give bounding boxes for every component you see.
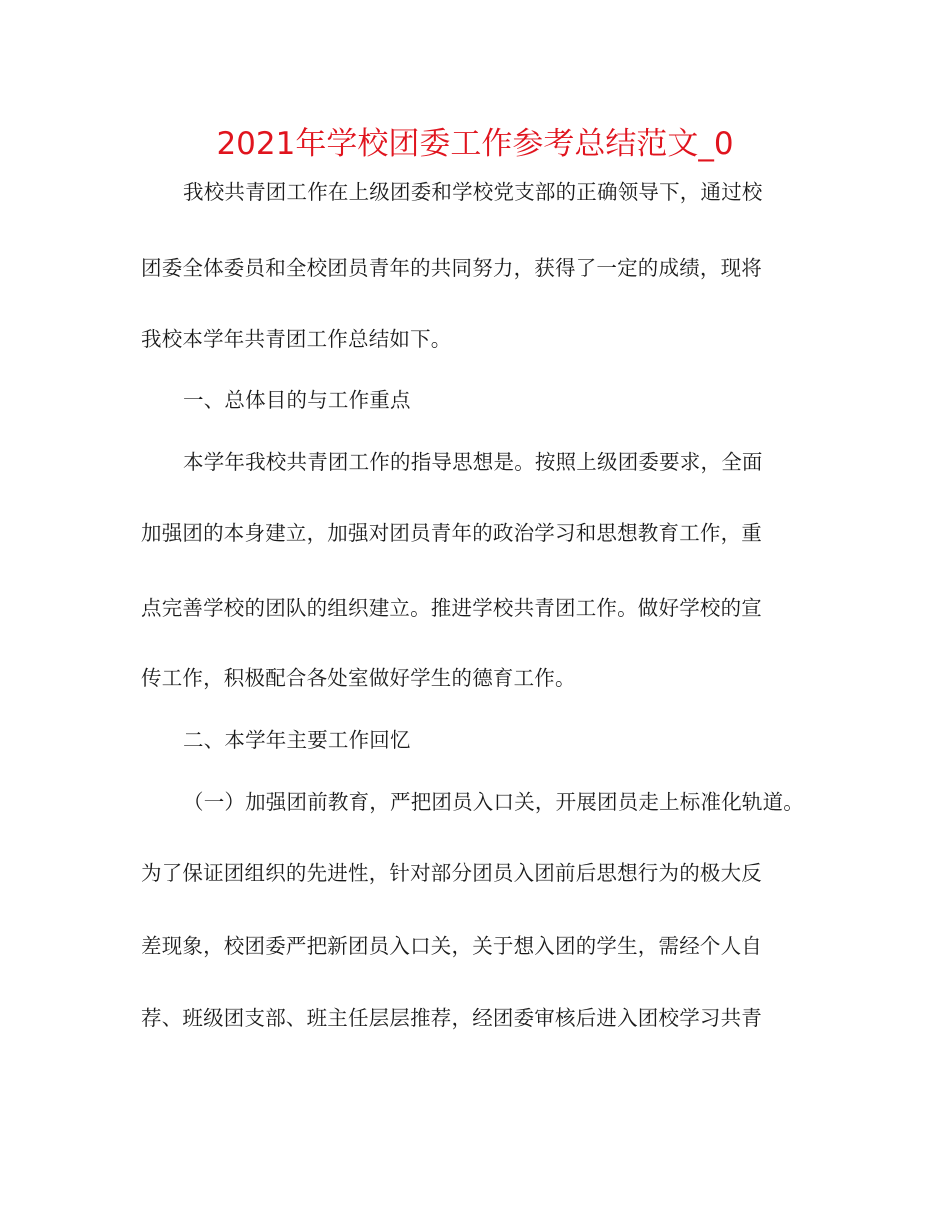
paragraph-line: 我校共青团工作在上级团委和学校党支部的正确领导下，通过校 (183, 180, 763, 204)
section-heading: 二、本学年主要工作回忆 (183, 728, 411, 752)
paragraph-line: 我校本学年共青团工作总结如下。 (141, 327, 452, 351)
paragraph-line: 团委全体委员和全校团员青年的共同努力，获得了一定的成绩，现将 (141, 256, 762, 280)
paragraph-line: 传工作，积极配合各处室做好学生的德育工作。 (141, 666, 576, 690)
paragraph-line: 加强团的本身建立，加强对团员青年的政治学习和思想教育工作，重 (141, 521, 762, 545)
paragraph-line: 为了保证团组织的先进性，针对部分团员入团前后思想行为的极大反 (141, 861, 762, 885)
paragraph-line: 点完善学校的团队的组织建立。推进学校共青团工作。做好学校的宣 (141, 596, 762, 620)
section-heading: 一、总体目的与工作重点 (183, 388, 411, 412)
paragraph-line: 差现象，校团委严把新团员入口关，关于想入团的学生，需经个人自 (141, 934, 762, 958)
paragraph-line: （一）加强团前教育，严把团员入口关，开展团员走上标准化轨道。 (183, 790, 804, 814)
paragraph-line: 荐、班级团支部、班主任层层推荐，经团委审核后进入团校学习共青 (141, 1006, 762, 1030)
paragraph-line: 本学年我校共青团工作的指导思想是。按照上级团委要求，全面 (183, 450, 763, 474)
document-title: 2021年学校团委工作参考总结范文_0 (216, 126, 734, 162)
